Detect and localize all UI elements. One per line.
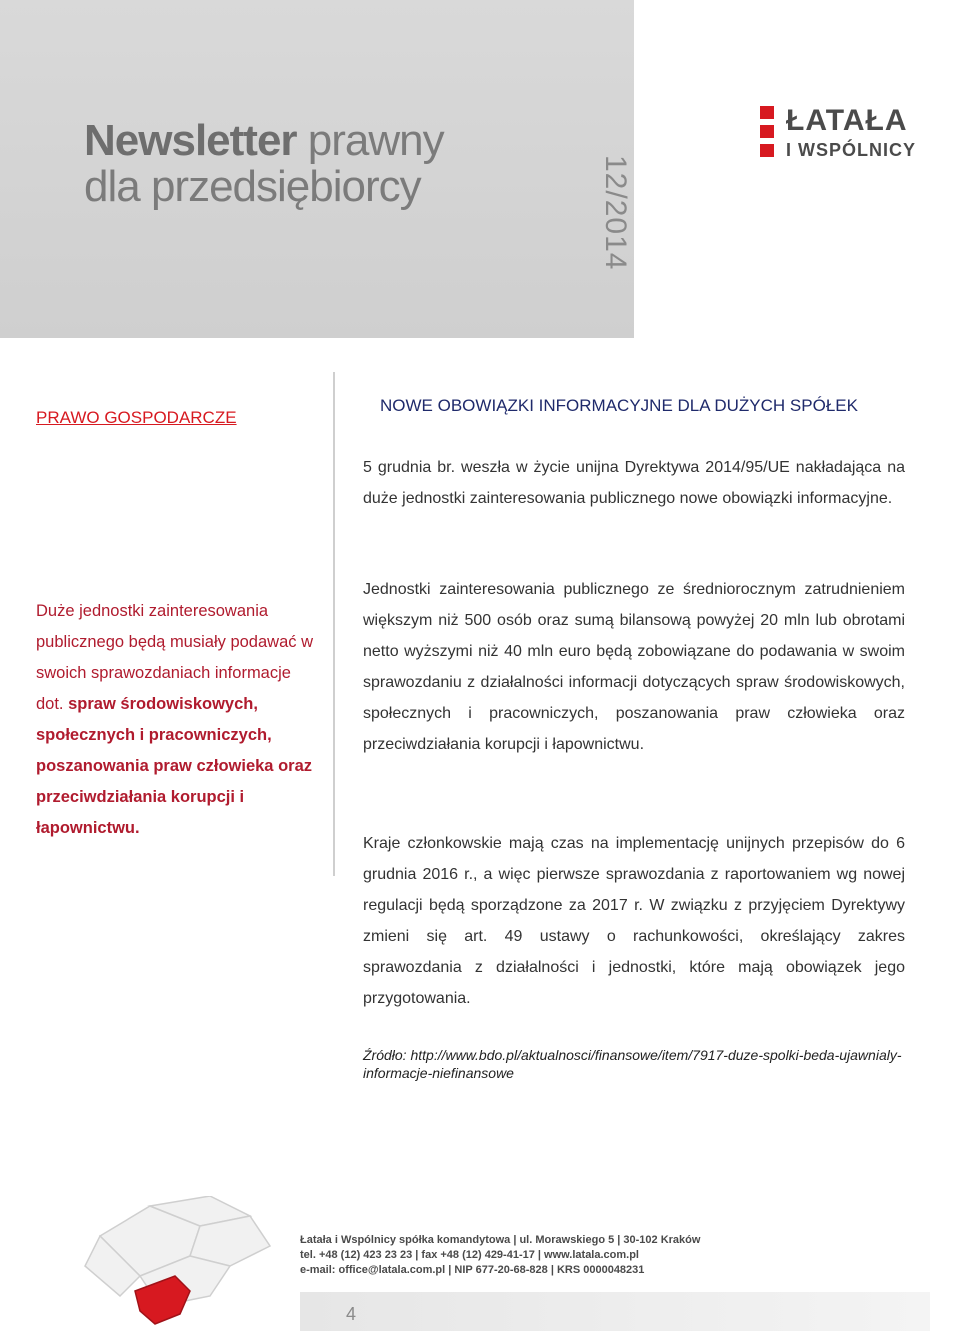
issue-number: 12/2014	[599, 155, 632, 271]
title-line2: dla przedsiębiorcy	[84, 162, 421, 211]
newsletter-title	[84, 118, 444, 210]
page-number: 4	[346, 1304, 357, 1324]
paragraph-2: Kraje członkowskie mają czas na implementację unijnych przepisów do 6 grudnia 2016 r., a więc pierwsze sprawozdania z raportowaniem wg nowej regulacji będą sporządzone za 2017 r. W związku z przyjęciem Dyrektywy zmieni się art. 49 ustawy o rachunkowości, określający zakres sprawozdania z działalności i jednostki, które mają obowiązek jego przygotowania.	[363, 835, 905, 1007]
footer-line1: Łatała i Wspólnicy spółka komandytowa | ul. Morawskiego 5 | 30-102 Kraków	[300, 1234, 701, 1246]
latala-logo	[760, 106, 930, 166]
footer-line3: e-mail: office@latala.com.pl | NIP 677-20-68-828 | KRS 0000048231	[300, 1264, 645, 1276]
article-lead: 5 grudnia br. weszła w życie unijna Dyrektywa 2014/95/UE nakładająca na duże jednostki zainteresowania publicznego nowe obowiązki informacyjne.	[363, 459, 905, 507]
sidebar-normal: Duże jednostki zainteresowania publicznego będą musiały podawać w swoich sprawozdaniach informacje dot.	[36, 602, 314, 713]
article-headline: NOWE OBOWIĄZKI INFORMACYJNE DLA DUŻYCH SPÓŁEK	[380, 396, 858, 415]
logo-line2: I WSPÓLNICY	[786, 140, 917, 160]
sidebar-pullquote	[36, 596, 316, 844]
section-label: PRAWO GOSPODARCZE	[36, 408, 237, 427]
footer-line2: tel. +48 (12) 423 23 23 | fax +48 (12) 429-41-17 | www.latala.com.pl	[300, 1249, 639, 1261]
paragraph-1: Jednostki zainteresowania publicznego ze średniorocznym zatrudnieniem większym niż 500 osób oraz sumą bilansową powyżej 20 mln lub obrotami netto wyższymi niż 40 mln euro będą zobowiązane do podawania w swoim sprawozdaniu z działalności informacji dotyczących spraw środowiskowych, społecznych i pracowniczych, poszanowania praw człowieka oraz przeciwdziałania korupcji i łapownictwu.	[363, 581, 905, 753]
source-note: Źródło: http://www.bdo.pl/aktualnosci/finansowe/item/7917-duze-spolki-beda-ujawnialy-informacje-niefinansowe	[363, 1047, 902, 1081]
sidebar-bold: spraw środowiskowych, społecznych i pracowniczych, poszanowania praw człowieka oraz przeciwdziałania korupcji i łapownictwu.	[36, 695, 312, 837]
puzzle-icon	[80, 1196, 280, 1331]
title-rest: prawny	[296, 116, 444, 165]
logo-mark-icon	[760, 106, 774, 158]
footer-contact	[300, 1233, 700, 1278]
column-divider	[333, 372, 335, 876]
page-number-bar	[300, 1292, 930, 1331]
title-bold: Newsletter	[84, 116, 297, 165]
logo-line1: ŁATAŁA	[786, 104, 908, 137]
header-banner	[0, 0, 634, 338]
